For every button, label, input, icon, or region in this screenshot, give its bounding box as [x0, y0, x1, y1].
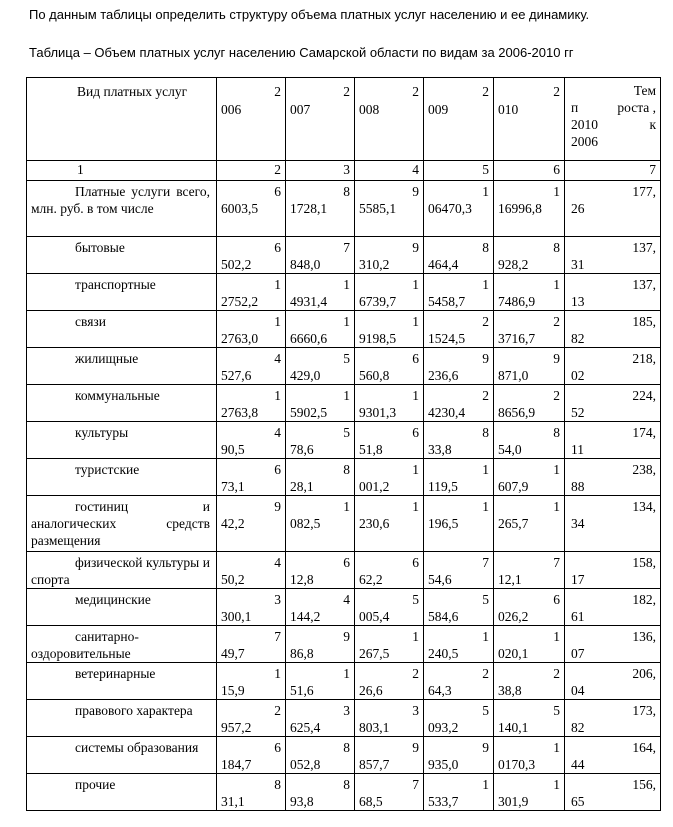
value-cell: 2 3716,7 [494, 311, 565, 348]
header-growth-rate: Тем п роста , 2010 к 2006 [565, 78, 661, 161]
value-cell: 4 527,6 [217, 348, 286, 385]
value-cell: 7 49,7 [217, 626, 286, 663]
service-name: гостиниц и аналогических средств размещения [27, 496, 217, 552]
service-name: ветеринарные [27, 663, 217, 700]
value-cell: 6 502,2 [217, 237, 286, 274]
growth-cell: 185, 82 [565, 311, 661, 348]
task-text: По данным таблицы определить структуру объема платных услуг населению и ее динамику. [29, 7, 590, 22]
col-number: 3 [286, 161, 355, 181]
value-cell: 2 8656,9 [494, 385, 565, 422]
growth-cell: 174, 11 [565, 422, 661, 459]
growth-cell: 238, 88 [565, 459, 661, 496]
table-row [27, 385, 661, 422]
value-cell: 6 51,8 [355, 422, 424, 459]
growth-cell: 134, 34 [565, 496, 661, 552]
growth-cell: 156, 65 [565, 774, 661, 811]
table-row [27, 774, 661, 811]
value-cell: 5 78,6 [286, 422, 355, 459]
table-row [27, 700, 661, 737]
value-cell: 1 001,2 [355, 459, 424, 496]
value-cell: 6 12,8 [286, 552, 355, 589]
header-year-2007: 2 007 [286, 78, 355, 161]
table-row [27, 626, 661, 663]
table-row [27, 274, 661, 311]
col-number: 6 [494, 161, 565, 181]
value-cell: 8 33,8 [424, 422, 494, 459]
value-cell: 6 6003,5 [217, 181, 286, 237]
value-cell: 2 26,6 [355, 663, 424, 700]
table-row [27, 348, 661, 385]
value-cell: 1 230,6 [355, 496, 424, 552]
table-row [27, 589, 661, 626]
value-cell: 8 28,1 [286, 459, 355, 496]
value-cell: 1 196,5 [424, 496, 494, 552]
service-name: санитарно-оздоровительные [27, 626, 217, 663]
header-year-2009: 2 009 [424, 78, 494, 161]
value-cell: 1 2752,2 [217, 274, 286, 311]
value-cell: 1 9198,5 [355, 311, 424, 348]
service-name: транспортные [27, 274, 217, 311]
value-cell: 8 54,0 [494, 422, 565, 459]
service-name: медицинские [27, 589, 217, 626]
value-cell: 1 533,7 [424, 774, 494, 811]
header-row [27, 78, 661, 161]
value-cell: 1 51,6 [286, 663, 355, 700]
value-cell: 1 267,5 [355, 626, 424, 663]
service-name: культуры [27, 422, 217, 459]
header-service-type: Вид платных услуг [27, 78, 217, 161]
service-name: физической культуры и спорта [27, 552, 217, 589]
growth-cell: 158, 17 [565, 552, 661, 589]
value-cell: 1 6660,6 [286, 311, 355, 348]
table-row [27, 311, 661, 348]
value-cell: 8 052,8 [286, 737, 355, 774]
table-row [27, 181, 661, 237]
service-name: системы образования [27, 737, 217, 774]
value-cell: 2 64,3 [424, 663, 494, 700]
value-cell: 6 184,7 [217, 737, 286, 774]
table-row [27, 552, 661, 589]
value-cell: 4 144,2 [286, 589, 355, 626]
table-row [27, 422, 661, 459]
growth-cell: 182, 61 [565, 589, 661, 626]
column-number-row [27, 161, 661, 181]
header-year-2010: 2 010 [494, 78, 565, 161]
value-cell: 8 31,1 [217, 774, 286, 811]
growth-cell: 164, 44 [565, 737, 661, 774]
value-cell: 1 6739,7 [355, 274, 424, 311]
growth-cell: 218, 02 [565, 348, 661, 385]
table-row [27, 237, 661, 274]
service-name: бытовые [27, 237, 217, 274]
table-row [27, 663, 661, 700]
growth-cell: 136, 07 [565, 626, 661, 663]
value-cell: 2 1524,5 [424, 311, 494, 348]
value-cell: 1 5458,7 [424, 274, 494, 311]
value-cell: 7 848,0 [286, 237, 355, 274]
value-cell: 9 236,6 [424, 348, 494, 385]
value-cell: 5 584,6 [424, 589, 494, 626]
value-cell: 1 119,5 [424, 459, 494, 496]
growth-cell: 224, 52 [565, 385, 661, 422]
col-number: 5 [424, 161, 494, 181]
value-cell: 2 4230,4 [424, 385, 494, 422]
value-cell: 8 1728,1 [286, 181, 355, 237]
value-cell: 4 50,2 [217, 552, 286, 589]
value-cell: 9 42,2 [217, 496, 286, 552]
value-cell: 1 082,5 [286, 496, 355, 552]
service-name: прочие [27, 774, 217, 811]
value-cell: 9 935,0 [424, 737, 494, 774]
growth-cell: 137, 31 [565, 237, 661, 274]
growth-cell: 177, 26 [565, 181, 661, 237]
value-cell: 5 429,0 [286, 348, 355, 385]
value-cell: 1 16996,8 [494, 181, 565, 237]
value-cell: 3 625,4 [286, 700, 355, 737]
value-cell: 9 871,0 [494, 348, 565, 385]
value-cell: 9 857,7 [355, 737, 424, 774]
value-cell: 5 005,4 [355, 589, 424, 626]
value-cell: 7 68,5 [355, 774, 424, 811]
value-cell: 5 140,1 [494, 700, 565, 737]
value-cell: 1 15,9 [217, 663, 286, 700]
service-name: Платные услуги всего, млн. руб. в том числе [27, 181, 217, 237]
value-cell: 4 90,5 [217, 422, 286, 459]
value-cell: 2 957,2 [217, 700, 286, 737]
value-cell: 1 06470,3 [424, 181, 494, 237]
service-name: связи [27, 311, 217, 348]
header-year-2006: 2 006 [217, 78, 286, 161]
service-name: туристские [27, 459, 217, 496]
value-cell: 8 928,2 [494, 237, 565, 274]
value-cell: 1 5902,5 [286, 385, 355, 422]
value-cell: 8 464,4 [424, 237, 494, 274]
value-cell: 3 300,1 [217, 589, 286, 626]
value-cell: 1 0170,3 [494, 737, 565, 774]
growth-cell: 137, 13 [565, 274, 661, 311]
value-cell: 7 12,1 [494, 552, 565, 589]
col-number: 1 [27, 161, 217, 181]
value-cell: 5 093,2 [424, 700, 494, 737]
value-cell: 3 803,1 [355, 700, 424, 737]
table-row [27, 737, 661, 774]
value-cell: 1 9301,3 [355, 385, 424, 422]
growth-cell: 206, 04 [565, 663, 661, 700]
value-cell: 6 73,1 [217, 459, 286, 496]
value-cell: 1 2763,0 [217, 311, 286, 348]
value-cell: 9 310,2 [355, 237, 424, 274]
value-cell: 1 7486,9 [494, 274, 565, 311]
service-name: правового характера [27, 700, 217, 737]
col-number: 7 [565, 161, 661, 181]
col-number: 2 [217, 161, 286, 181]
value-cell: 7 54,6 [424, 552, 494, 589]
value-cell: 2 38,8 [494, 663, 565, 700]
value-cell: 6 026,2 [494, 589, 565, 626]
value-cell: 1 020,1 [494, 626, 565, 663]
value-cell: 8 93,8 [286, 774, 355, 811]
value-cell: 1 265,7 [494, 496, 565, 552]
service-name: жилищные [27, 348, 217, 385]
table-caption: Таблица – Объем платных услуг населению Самарской области по видам за 2006-2010 гг [29, 45, 574, 60]
table-row [27, 496, 661, 552]
value-cell: 1 4931,4 [286, 274, 355, 311]
value-cell: 6 62,2 [355, 552, 424, 589]
service-name: коммунальные [27, 385, 217, 422]
value-cell: 1 2763,8 [217, 385, 286, 422]
growth-cell: 173, 82 [565, 700, 661, 737]
col-number: 4 [355, 161, 424, 181]
value-cell: 9 86,8 [286, 626, 355, 663]
header-year-2008: 2 008 [355, 78, 424, 161]
services-table [26, 77, 661, 811]
value-cell: 1 607,9 [494, 459, 565, 496]
value-cell: 6 560,8 [355, 348, 424, 385]
value-cell: 1 240,5 [424, 626, 494, 663]
table-row [27, 459, 661, 496]
value-cell: 1 301,9 [494, 774, 565, 811]
value-cell: 9 5585,1 [355, 181, 424, 237]
